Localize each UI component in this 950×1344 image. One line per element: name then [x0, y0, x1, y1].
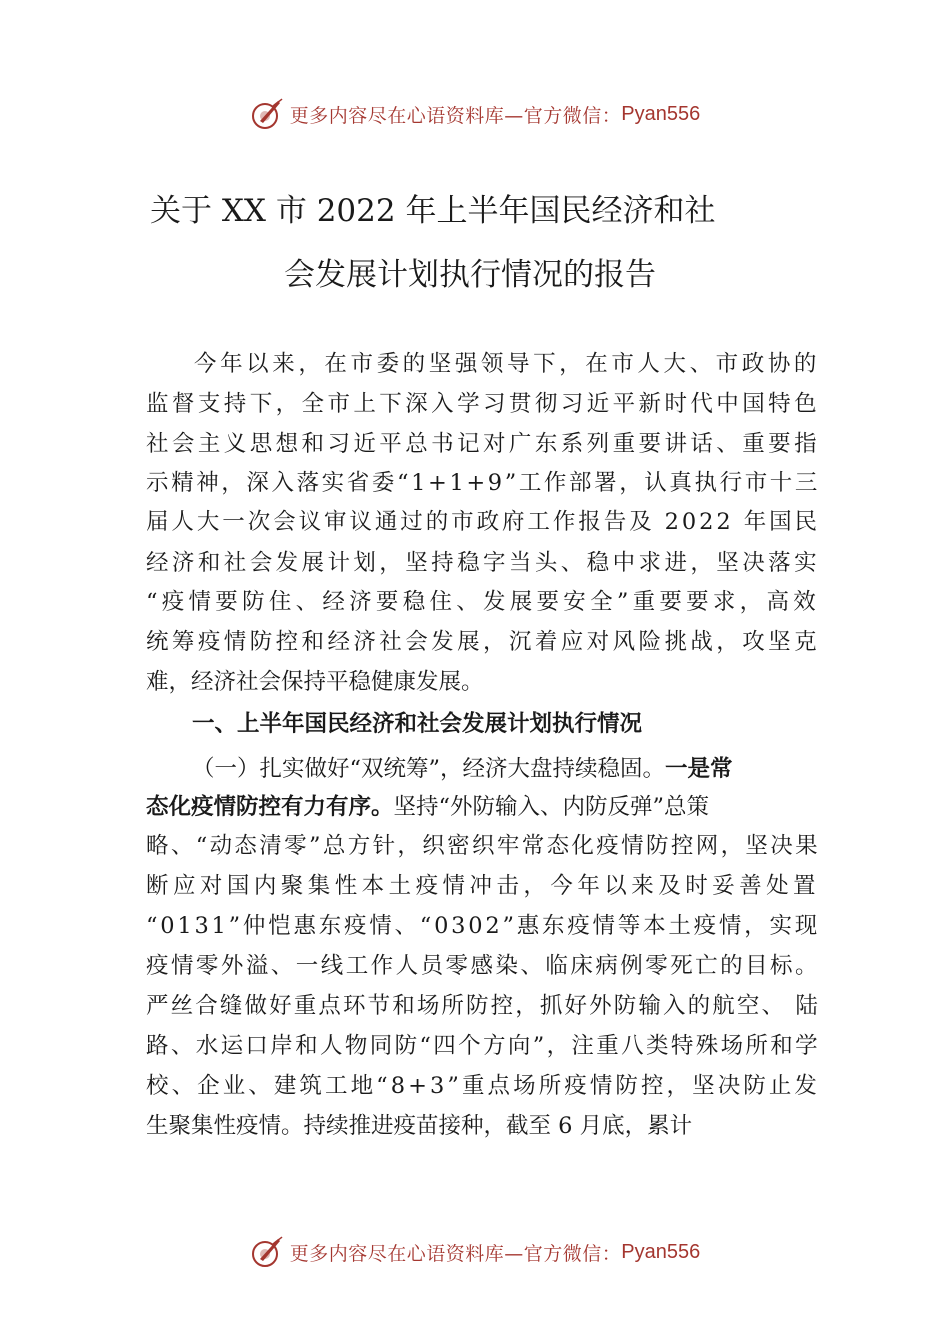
watermark-footer — [0, 1232, 950, 1272]
body-line: 生聚集性疫情。持续推进疫苗接种，截至 6 月底，累计 — [146, 1113, 693, 1139]
body-line: 校、企业、建筑工地“8+3”重点场所疫情防控，坚决防止发 — [146, 1073, 820, 1099]
intro-line: 统筹疫情防控和经济社会发展，沉着应对风险挑战，攻坚克 — [146, 629, 820, 655]
body-line: 断应对国内聚集性本土疫情冲击，今年以来及时妥善处置 — [146, 873, 820, 899]
intro-line: “疫情要防住、经济要稳住、发展要安全”重要要求，高效 — [146, 589, 820, 615]
body-line: “0131”仲恺惠东疫情、“0302”惠东疫情等本土疫情，实现 — [146, 913, 820, 939]
point-one-title: 态化疫情防控有力有序。 — [146, 794, 394, 820]
point-one-label: 一是常 — [665, 756, 733, 782]
intro-line: 社会主义思想和习近平总书记对广东系列重要讲话、重要指 — [146, 431, 820, 457]
watermark-text: 更多内容尽在心语资料库—官方微信： — [289, 104, 622, 127]
intro-line: 届人大一次会议审议通过的市政府工作报告及 2022 年国民 — [146, 509, 820, 535]
watermark-id: Pyan556 — [621, 102, 701, 125]
intro-line: 经济和社会发展计划，坚持稳字当头、稳中求进，坚决落实 — [146, 550, 820, 576]
document-title-line-2: 会发展计划执行情况的报告 — [284, 257, 656, 293]
point-one-text: 坚持“外防输入、内防反弹”总策 — [393, 794, 710, 820]
subsection-line-1 — [192, 751, 820, 787]
body-line: 路、水运口岸和人物同防“四个方向”，注重八类特殊场所和学 — [146, 1033, 820, 1059]
intro-line: 今年以来，在市委的坚强领导下，在市人大、市政协的 — [194, 351, 820, 377]
intro-line: 示精神，深入落实省委“1+1+9”工作部署，认真执行市十三 — [146, 470, 820, 496]
subsection-line-2 — [146, 789, 820, 825]
quill-logo-icon — [250, 97, 284, 131]
watermark-text: 更多内容尽在心语资料库—官方微信： — [289, 1242, 622, 1265]
watermark-id: Pyan556 — [621, 1240, 701, 1263]
intro-line: 难，经济社会保持平稳健康发展。 — [146, 669, 484, 695]
watermark-header — [0, 94, 950, 134]
body-line: 疫情零外溢、一线工作人员零感染、临床病例零死亡的目标。 — [146, 953, 820, 979]
body-line: 略、“动态清零”总方针，织密织牢常态化疫情防控网，坚决果 — [146, 833, 820, 859]
subsection-heading: （一）扎实做好“双统筹”，经济大盘持续稳固。 — [192, 756, 666, 782]
section-heading: 一、上半年国民经济和社会发展计划执行情况 — [192, 711, 643, 737]
body-line: 严丝合缝做好重点环节和场所防控，抓好外防输入的航空、 陆 — [146, 993, 820, 1019]
document-title-line-1: 关于 XX 市 2022 年上半年国民经济和社 — [150, 193, 716, 229]
intro-line: 监督支持下，全市上下深入学习贯彻习近平新时代中国特色 — [146, 391, 820, 417]
quill-logo-icon — [250, 1235, 284, 1269]
